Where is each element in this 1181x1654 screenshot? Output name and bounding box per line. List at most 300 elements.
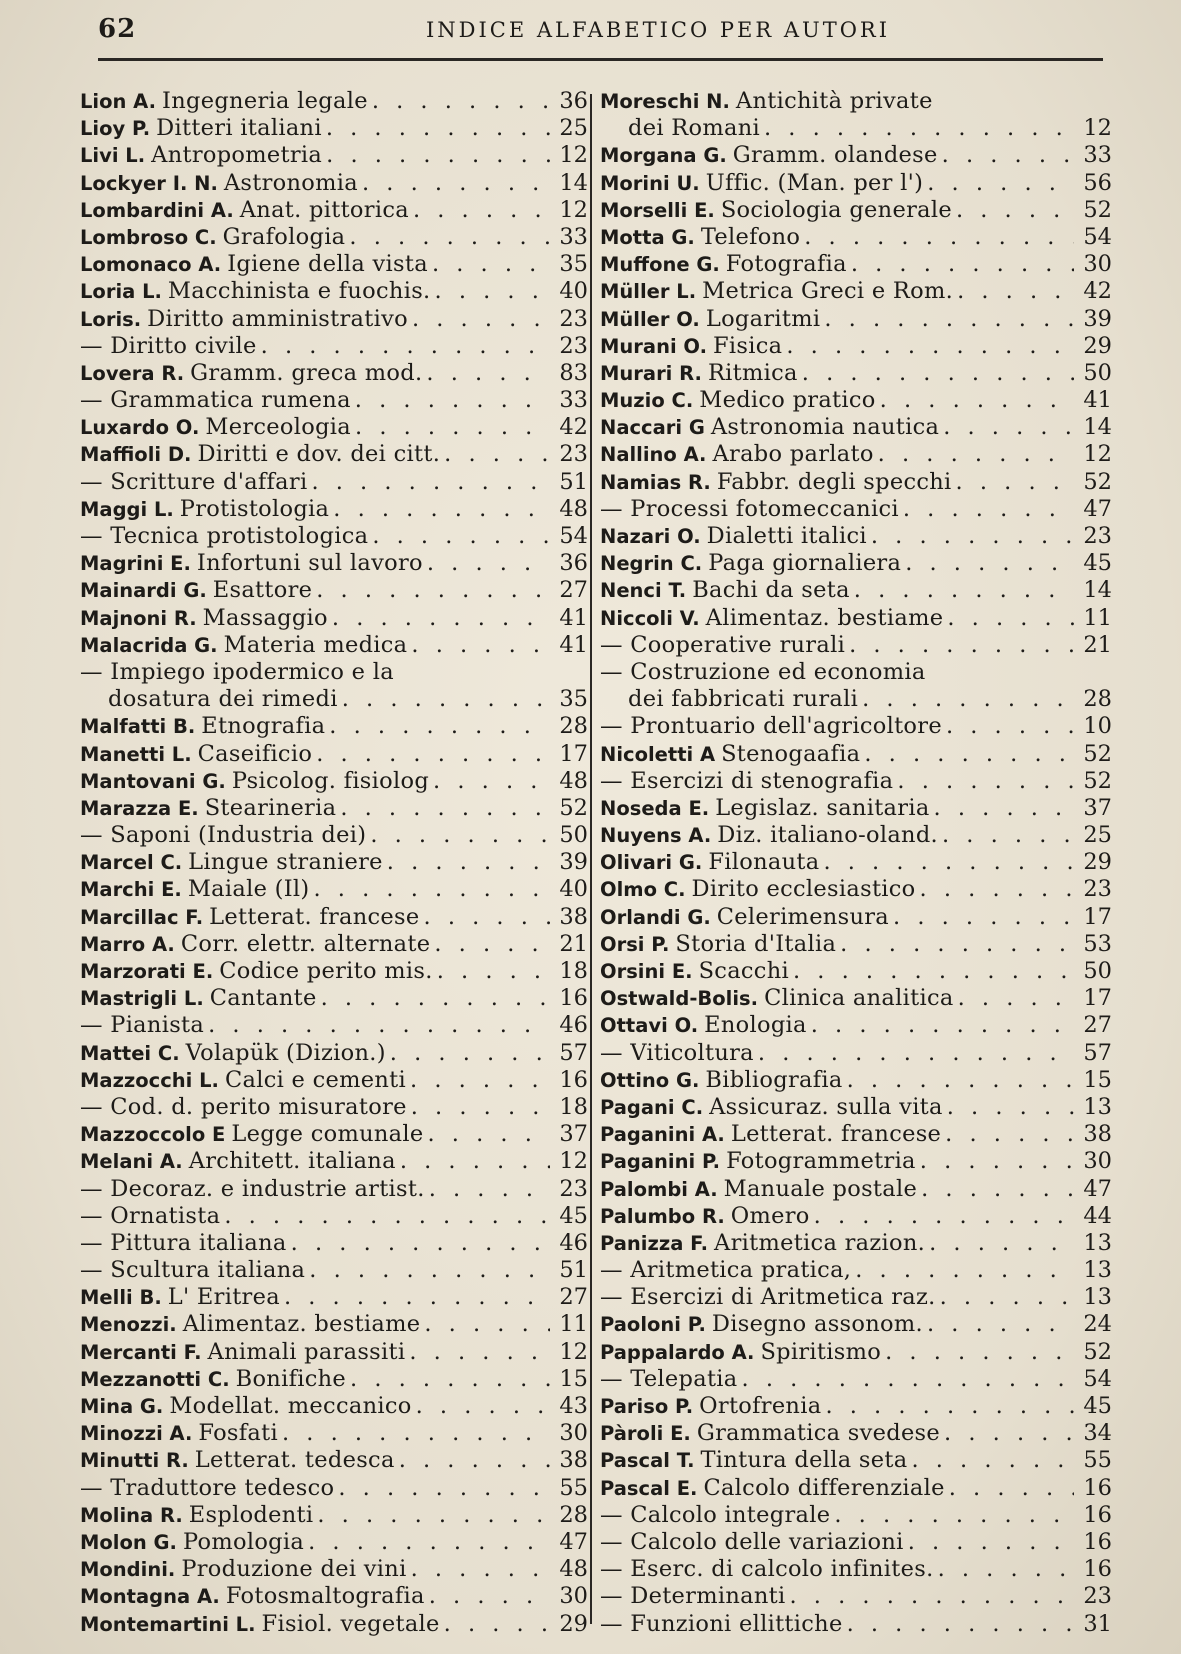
entry-title: Ortofrenia <box>699 1393 822 1419</box>
entry-title: Stearineria <box>204 794 337 821</box>
dot-leader <box>261 333 550 360</box>
entry-page-number: 14 <box>559 169 588 196</box>
dot-leader <box>834 1502 1074 1529</box>
index-entry <box>600 414 1112 441</box>
entry-page-number: 38 <box>559 903 588 930</box>
index-entry <box>80 1012 588 1039</box>
entry-author: Luxardo O. <box>80 416 200 440</box>
index-entry <box>600 251 1112 278</box>
entry-page-number: 21 <box>559 930 588 957</box>
index-entry <box>80 1040 588 1067</box>
dot-leader <box>416 1393 550 1420</box>
dot-leader <box>370 822 550 849</box>
dot-leader <box>311 469 550 496</box>
index-entry <box>80 1257 588 1284</box>
entry-title: Spiritismo <box>760 1338 882 1365</box>
entry-title: — Eserc. di calcolo infinites. <box>600 1556 934 1583</box>
index-entry <box>80 170 588 197</box>
entry-title: — Pittura italiana <box>80 1229 287 1256</box>
index-entry <box>600 849 1112 876</box>
page-header <box>98 14 1103 54</box>
entry-title: Ritmica <box>707 359 798 386</box>
entry-page-number: 52 <box>1083 740 1112 767</box>
dot-leader <box>399 1447 550 1474</box>
entry-title: — Diritto civile <box>80 332 257 359</box>
entry-page-number: 16 <box>559 1066 588 1093</box>
entry-page-number: 48 <box>559 495 588 522</box>
entry-author: Menozzi. <box>80 1313 177 1337</box>
entry-author: Mainardi G. <box>80 579 207 603</box>
entry-title: — Cod. d. perito misuratore <box>80 1093 407 1120</box>
dot-leader <box>355 414 550 441</box>
index-entry <box>600 1475 1112 1502</box>
index-column-left <box>80 88 588 1638</box>
entry-author: Paganini A. <box>600 1123 725 1147</box>
dot-leader <box>786 333 1074 360</box>
entry-title: Anat. pittorica <box>239 196 409 223</box>
entry-author: Muffone G. <box>600 253 720 277</box>
entry-title: Fotosmaltografia <box>225 1583 425 1610</box>
entry-page-number: 25 <box>1083 822 1112 849</box>
entry-title: Fotografia <box>725 251 847 278</box>
dot-leader <box>956 469 1074 496</box>
entry-page-number: 23 <box>559 1175 588 1202</box>
index-entry <box>600 1420 1112 1447</box>
dot-leader <box>911 1447 1074 1474</box>
entry-page-number: 23 <box>559 305 588 332</box>
dot-leader <box>945 1121 1074 1148</box>
entry-title: Scacchi <box>698 958 789 984</box>
dot-leader <box>790 1583 1075 1610</box>
entry-page-number: 33 <box>559 223 588 250</box>
index-entry <box>80 1583 588 1610</box>
dot-leader <box>943 414 1074 441</box>
dot-leader <box>314 876 551 903</box>
index-entry <box>600 1067 1112 1094</box>
index-entry <box>600 360 1112 387</box>
index-entry <box>80 741 588 768</box>
dot-leader <box>332 605 550 632</box>
entry-title: Merceologia <box>205 414 352 441</box>
entry-title: — Processi fotomeccanici <box>600 495 899 522</box>
dot-leader <box>428 1121 551 1148</box>
entry-author: Palumbo R. <box>600 1204 725 1228</box>
entry-title: — Esercizi di Aritmetica raz. <box>600 1284 936 1311</box>
index-entry <box>80 1447 588 1474</box>
entry-title: Clinica analitica <box>764 985 954 1012</box>
entry-author: Lombroso C. <box>80 225 217 249</box>
entry-page-number: 52 <box>1083 196 1112 223</box>
entry-title: Disegno assonom. <box>711 1311 923 1338</box>
entry-title: Manuale postale <box>723 1175 918 1202</box>
entry-author: Marzorati E. <box>80 960 214 983</box>
entry-title: Modellat. meccanico <box>169 1393 412 1419</box>
index-entry <box>80 713 588 740</box>
entry-title: Bonifiche <box>235 1365 347 1392</box>
dot-leader <box>316 577 550 604</box>
entry-author: Nenci T. <box>600 579 687 603</box>
entry-title: — Funzioni ellittiche <box>600 1610 843 1637</box>
entry-title: Aritmetica razion. <box>714 1229 926 1256</box>
entry-page-number: 46 <box>559 1012 588 1039</box>
entry-page-number: 43 <box>559 1393 588 1419</box>
entry-author: Ottavi O. <box>600 1014 699 1038</box>
entry-author: Palombi A. <box>600 1177 718 1201</box>
entry-page-number: 57 <box>1083 1039 1112 1066</box>
entry-page-number: 12 <box>559 142 588 169</box>
entry-title: — Scritture d'affari <box>80 468 308 495</box>
entry-author: Manetti L. <box>80 742 192 766</box>
entry-page-number: 55 <box>559 1474 588 1501</box>
entry-page-number: 23 <box>1083 876 1112 903</box>
dot-leader <box>362 170 550 197</box>
entry-author: Orlandi G. <box>600 905 711 929</box>
index-entry <box>80 1529 588 1556</box>
dot-leader <box>824 306 1074 333</box>
index-entry <box>600 1556 1112 1583</box>
entry-page-number: 21 <box>1083 631 1112 658</box>
entry-title: — Tecnica protistologica <box>80 523 369 549</box>
index-entry <box>600 523 1112 550</box>
dot-leader <box>444 1611 550 1638</box>
entry-page-number: 41 <box>559 631 588 658</box>
index-entry <box>600 469 1112 496</box>
entry-page-number: 38 <box>1083 1121 1112 1148</box>
entry-page-number: 29 <box>1083 849 1112 876</box>
entry-title: Letterat. francese <box>730 1121 942 1148</box>
entry-author: Orsini E. <box>600 960 693 983</box>
entry-page-number: 28 <box>559 1501 588 1528</box>
index-entry <box>600 88 1112 115</box>
dot-leader <box>429 1583 550 1610</box>
entry-title: Stenogaafia <box>721 740 861 767</box>
entry-author: Lion A. <box>80 90 157 113</box>
entry-author: Pariso P. <box>600 1395 694 1418</box>
index-entry <box>600 686 1112 713</box>
index-entry <box>80 985 588 1012</box>
entry-title: Ditteri italiani <box>156 115 322 142</box>
entry-author: Minozzi A. <box>80 1422 193 1446</box>
entry-page-number: 14 <box>1083 414 1112 441</box>
dot-leader <box>329 713 550 740</box>
index-entry <box>600 904 1112 931</box>
entry-page-number: 57 <box>559 1039 588 1066</box>
entry-title: Codice perito mis. <box>219 958 433 984</box>
entry-title: Alimentaz. bestiame <box>182 1311 421 1338</box>
index-entry <box>80 197 588 224</box>
entry-author: Malfatti B. <box>80 715 196 739</box>
index-entry <box>600 550 1112 577</box>
entry-title: Sociologia generale <box>720 196 952 223</box>
entry-author: Lioy P. <box>80 117 151 141</box>
dot-leader <box>326 142 550 169</box>
dot-leader <box>811 1012 1074 1039</box>
entry-page-number: 12 <box>1083 441 1112 468</box>
entry-page-number: 18 <box>559 958 588 984</box>
index-entry <box>80 306 588 333</box>
index-entry <box>80 1311 588 1338</box>
entry-page-number: 48 <box>559 767 588 794</box>
entry-title: — Calcolo integrale <box>600 1501 831 1528</box>
index-entry <box>600 306 1112 333</box>
dot-leader <box>862 686 1074 713</box>
dot-leader <box>308 1529 550 1556</box>
entry-title: dei Romani <box>628 115 760 142</box>
entry-title: Omero <box>730 1202 810 1229</box>
index-entry <box>80 1121 588 1148</box>
entry-title: Filonauta <box>708 849 820 876</box>
entry-page-number: 23 <box>559 332 588 359</box>
index-entry <box>600 713 1112 740</box>
dot-leader <box>823 849 1074 876</box>
entry-title: Fisica <box>712 332 783 359</box>
entry-title: Caseificio <box>197 740 313 767</box>
entry-page-number: 45 <box>1083 550 1112 577</box>
dot-leader <box>920 876 1074 903</box>
index-entry <box>80 142 588 169</box>
entry-page-number: 45 <box>559 1202 588 1229</box>
index-entry <box>80 1475 588 1502</box>
index-entry <box>80 1067 588 1094</box>
entry-author: Pappalardo A. <box>600 1340 755 1364</box>
entry-author: Loria L. <box>80 280 162 304</box>
entry-page-number: 27 <box>559 577 588 604</box>
entry-page-number: 44 <box>1083 1202 1112 1229</box>
entry-author: Pascal T. <box>600 1449 695 1473</box>
entry-title: Dialetti italici <box>706 523 867 549</box>
dot-leader <box>885 1339 1074 1366</box>
entry-page-number: 50 <box>559 822 588 849</box>
index-entry <box>80 632 588 659</box>
entry-page-number: 48 <box>559 1556 588 1583</box>
entry-title: Diritto amministrativo <box>147 305 408 332</box>
entry-author: Mondini. <box>80 1558 176 1582</box>
entry-author: Lovera R. <box>80 361 185 385</box>
dot-leader <box>938 1556 1074 1583</box>
entry-title: — Saponi (Industria dei) <box>80 822 367 849</box>
entry-title: Etnografia <box>201 713 326 740</box>
entry-page-number: 27 <box>1083 1012 1112 1039</box>
entry-title: Bibliografia <box>705 1066 843 1093</box>
entry-author: Müller O. <box>600 307 700 331</box>
entry-author: Pagani C. <box>600 1095 704 1119</box>
entry-page-number: 30 <box>1083 251 1112 278</box>
entry-page-number: 41 <box>559 604 588 631</box>
entry-title: Esattore <box>212 577 313 604</box>
entry-title: Medico pratico <box>699 387 876 414</box>
index-entry <box>80 1148 588 1175</box>
index-entry <box>600 496 1112 523</box>
entry-title: Calcolo differenziale <box>703 1474 945 1501</box>
index-entry <box>80 577 588 604</box>
index-entry <box>600 768 1112 795</box>
entry-page-number: 31 <box>1083 1610 1112 1637</box>
dot-leader <box>854 577 1074 604</box>
entry-author: Motta G. <box>600 225 695 249</box>
entry-page-number: 16 <box>1083 1528 1112 1555</box>
entry-author: Orsi P. <box>600 932 670 956</box>
dot-leader <box>291 1230 550 1257</box>
dot-leader <box>432 251 550 278</box>
entry-author: Lockyer I. N. <box>80 171 218 195</box>
dot-leader <box>390 1040 550 1067</box>
index-entry <box>80 1203 588 1230</box>
entry-page-number: 11 <box>1083 604 1112 631</box>
entry-author: Molina R. <box>80 1503 183 1527</box>
entry-title: Uffic. (Man. per l') <box>705 169 924 196</box>
dot-leader <box>847 1611 1074 1638</box>
index-entry <box>600 1339 1112 1366</box>
dot-leader <box>942 142 1074 169</box>
index-entry <box>600 822 1112 849</box>
entry-author: Muzio C. <box>600 389 694 413</box>
dot-leader <box>429 1176 550 1203</box>
entry-title: Fotogrammetria <box>726 1148 916 1175</box>
dot-leader <box>316 741 550 768</box>
entry-page-number: 42 <box>1083 278 1112 305</box>
entry-author: Nazari O. <box>600 525 701 548</box>
index-entry <box>600 741 1112 768</box>
entry-author: Lombardini A. <box>80 198 234 222</box>
dot-leader <box>927 170 1074 197</box>
entry-page-number: 40 <box>559 876 588 903</box>
entry-author: Mercanti F. <box>80 1340 202 1364</box>
entry-author: Olivari G. <box>600 851 703 875</box>
index-entry <box>600 197 1112 224</box>
entry-author: Mazzocchi L. <box>80 1068 219 1092</box>
index-entry <box>600 1121 1112 1148</box>
index-entry <box>600 333 1112 360</box>
index-entry <box>600 1284 1112 1311</box>
entry-author: Lomonaco A. <box>80 253 222 277</box>
entry-page-number: 54 <box>1083 223 1112 250</box>
index-entry <box>80 768 588 795</box>
entry-title: — Determinanti <box>600 1583 786 1610</box>
index-entry <box>600 605 1112 632</box>
entry-page-number: 16 <box>1083 1474 1112 1501</box>
index-entry <box>80 224 588 251</box>
entry-title: Macchinista e fuochis. <box>167 278 431 305</box>
dot-leader <box>208 1012 550 1039</box>
entry-author: Melani A. <box>80 1150 183 1174</box>
dot-leader <box>338 1475 550 1502</box>
index-entry <box>80 822 588 849</box>
index-entry <box>600 1257 1112 1284</box>
entry-title: — Traduttore tedesco <box>80 1474 335 1501</box>
entry-page-number: 23 <box>1083 1583 1112 1610</box>
dot-leader <box>350 1366 550 1393</box>
entry-author: Mastrigli L. <box>80 987 204 1011</box>
dot-leader <box>942 822 1074 849</box>
entry-page-number: 42 <box>559 414 588 441</box>
entry-author: Paoloni P. <box>600 1313 706 1337</box>
entry-author: Marchi E. <box>80 878 182 902</box>
index-entry <box>80 333 588 360</box>
entry-page-number: 34 <box>1083 1420 1112 1447</box>
index-entry <box>80 1176 588 1203</box>
entry-page-number: 12 <box>559 196 588 223</box>
entry-title: Volapük (Dizion.) <box>185 1039 386 1066</box>
index-entry <box>600 659 1112 686</box>
dot-leader <box>764 115 1074 142</box>
entry-title: Paga giornaliera <box>708 550 902 577</box>
header-rule <box>98 58 1103 61</box>
entry-page-number: 12 <box>1083 115 1112 142</box>
entry-title: Infortuni sul lavoro <box>196 550 423 577</box>
entry-author: Olmo C. <box>600 878 686 902</box>
index-entry <box>80 931 588 958</box>
entry-page-number: 29 <box>559 1610 588 1637</box>
dot-leader <box>424 904 550 931</box>
dot-leader <box>342 686 550 713</box>
entry-page-number: 17 <box>559 740 588 767</box>
index-entry <box>600 1094 1112 1121</box>
entry-page-number: 50 <box>1083 359 1112 386</box>
entry-page-number: 33 <box>559 387 588 414</box>
entry-title: Astronomia <box>223 169 358 196</box>
dot-leader <box>804 224 1074 251</box>
dot-leader <box>793 958 1074 985</box>
dot-leader <box>321 985 550 1012</box>
dot-leader <box>444 441 550 468</box>
dot-leader <box>355 387 550 414</box>
entry-title: dei fabbricati rurali <box>628 686 859 713</box>
entry-title: — Impiego ipodermico e la <box>80 658 394 685</box>
index-entry <box>80 414 588 441</box>
entry-author: Ottino G. <box>600 1068 700 1092</box>
entry-page-number: 36 <box>559 550 588 577</box>
dot-leader <box>905 550 1074 577</box>
index-entry <box>600 1148 1112 1175</box>
entry-title: Maiale (Il) <box>187 876 310 903</box>
entry-author: Marcillac F. <box>80 905 204 929</box>
dot-leader <box>920 1148 1074 1175</box>
entry-title: Fosfati <box>198 1420 278 1447</box>
entry-page-number: 40 <box>559 278 588 305</box>
entry-author: Nallino A. <box>600 443 707 467</box>
index-entry <box>80 1556 588 1583</box>
entry-title: — Ornatista <box>80 1202 221 1229</box>
entry-title: Esplodenti <box>188 1501 314 1528</box>
entry-title: Letterat. francese <box>209 903 420 930</box>
entry-title: — Viticoltura <box>600 1039 754 1066</box>
entry-title: — Aritmetica pratica, <box>600 1257 852 1284</box>
index-entry <box>600 170 1112 197</box>
dot-leader <box>409 1339 550 1366</box>
dot-leader <box>284 1284 550 1311</box>
index-entry <box>80 876 588 903</box>
dot-leader <box>878 441 1074 468</box>
entry-author: Panizza F. <box>600 1231 709 1255</box>
dot-leader <box>940 1284 1074 1311</box>
entry-author: Majnoni R. <box>80 606 197 630</box>
entry-title: — Cooperative rurali <box>600 631 846 658</box>
index-entry <box>80 496 588 523</box>
entry-page-number: 52 <box>1083 1338 1112 1365</box>
index-entry <box>80 278 588 305</box>
entry-page-number: 23 <box>1083 523 1112 549</box>
entry-page-number: 29 <box>1083 332 1112 359</box>
entry-page-number: 35 <box>559 251 588 278</box>
index-entry <box>600 1012 1112 1039</box>
entry-page-number: 14 <box>1083 577 1112 604</box>
entry-title: Lingue straniere <box>188 849 383 876</box>
page-number: 62 <box>98 14 137 44</box>
dot-leader <box>412 306 550 333</box>
entry-page-number: 38 <box>559 1447 588 1474</box>
entry-title: Grammatica svedese <box>696 1420 941 1447</box>
entry-author: Niccoli V. <box>600 606 700 630</box>
